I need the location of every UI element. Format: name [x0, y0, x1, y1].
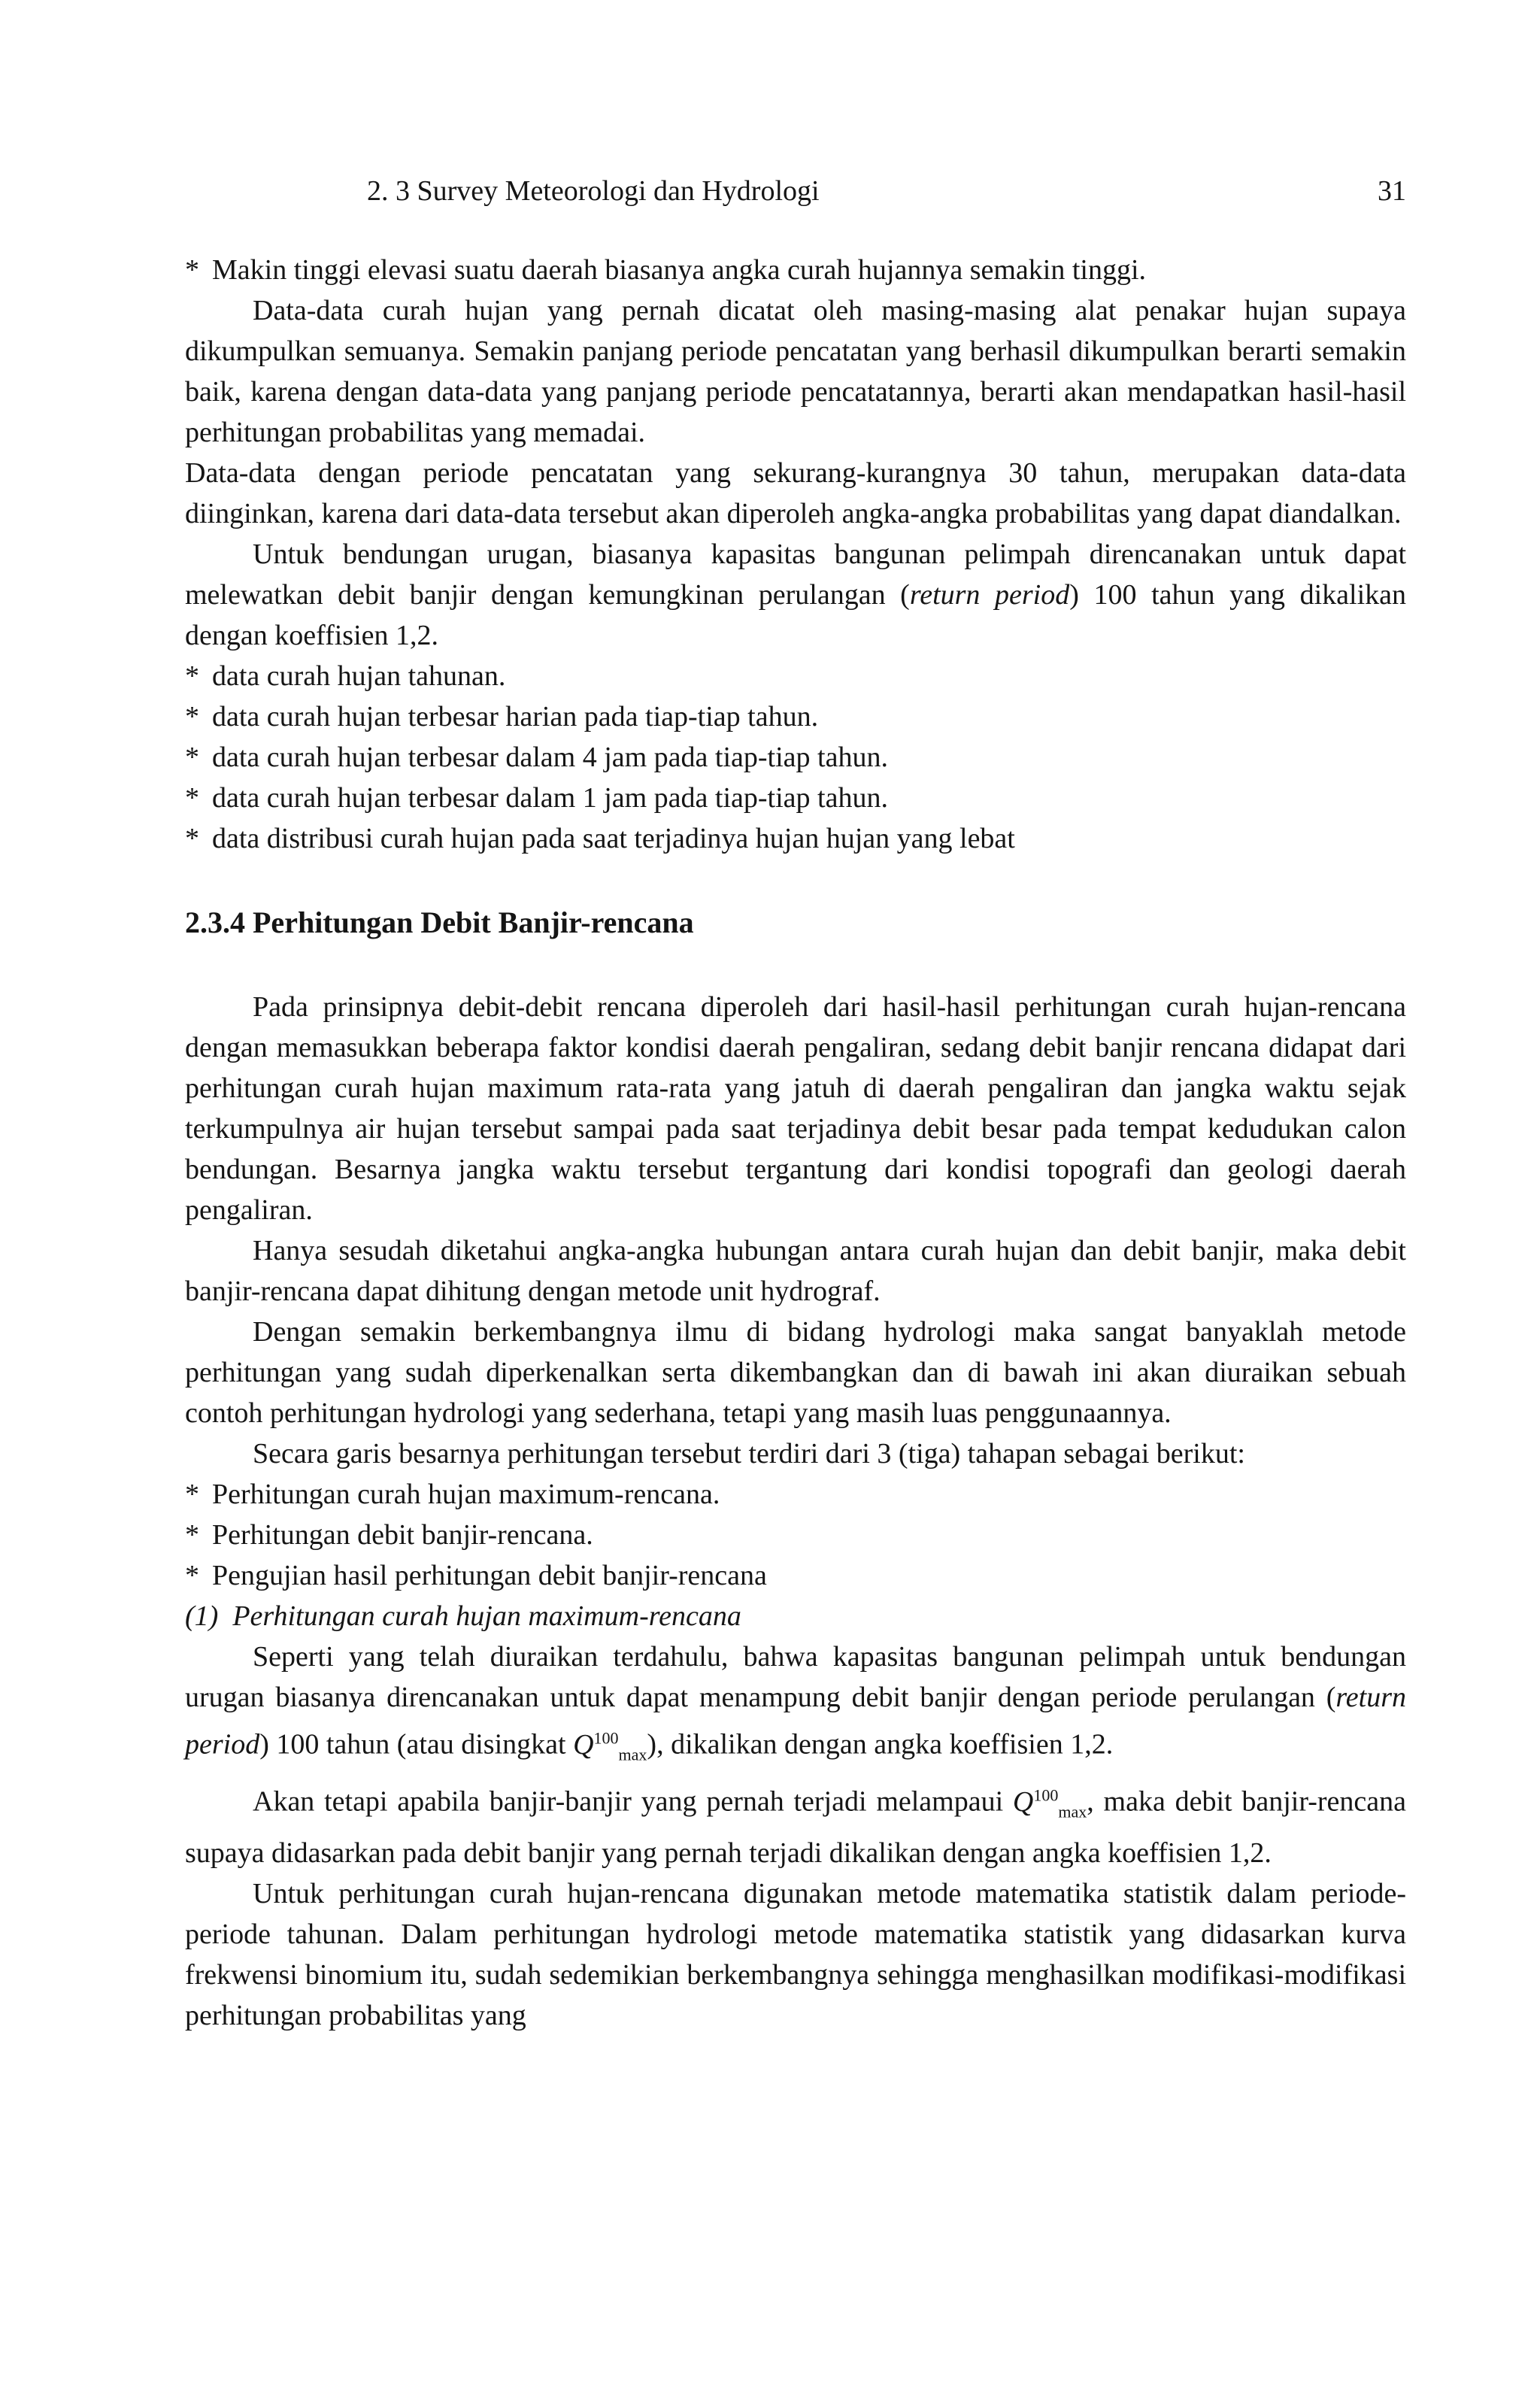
bullet-mark: * — [185, 1519, 199, 1551]
subsection-title: Perhitungan curah hujan maximum-rencana — [232, 1600, 741, 1632]
body-text — [185, 250, 1406, 2036]
bullet-mark: * — [185, 1560, 199, 1591]
header-title: 2. 3 Survey Meteorologi dan Hydrologi — [367, 175, 820, 207]
bullet-mark: * — [185, 1479, 199, 1510]
bullet-mark: * — [185, 254, 199, 286]
bullet-mark: * — [185, 782, 199, 814]
paragraph-methods: Dengan semakin berkembangnya ilmu di bidang hydrologi maka sangat banyaklah metode perhitungan yang sudah diperkenalkan serta dikembangkan dan di bawah ini akan diuraikan sebuah contoh perhitungan hydrologi yang sederhana, tetapi yang masih luas penggunaannya. — [185, 1316, 1406, 1429]
bullet-item: * data curah hujan terbesar dalam 4 jam pada tiap-tiap tahun. — [185, 737, 1406, 778]
bullet-item: * data curah hujan terbesar harian pada tiap-tiap tahun. — [185, 696, 1406, 737]
paragraph-spillway-capacity: Untuk bendungan urugan, biasanya kapasitas bangunan pelimpah direncanakan untuk dapat melewatkan debit banjir dengan kemungkinan perulangan (return period) 100 tahun yang dikalikan dengan koeffisien 1,2. — [185, 538, 1406, 651]
subsection-heading — [185, 1596, 1406, 1636]
paragraph-record-period: Data-data dengan periode pencatatan yang sekurang-kurangnya 30 tahun, merupakan data-data diinginkan, karena dari data-data tersebut akan diperoleh angka-angka probabilitas yang dapat diandalkan. — [185, 457, 1406, 529]
section-heading: 2.3.4 Perhitungan Debit Banjir-rencana — [185, 905, 694, 939]
paragraph-unit-hydrograph: Hanya sesudah diketahui angka-angka hubungan antara curah hujan dan debit banjir, maka debit banjir-rencana dapat dihitung dengan metode unit hydrograf. — [185, 1235, 1406, 1307]
bullet-item: * data curah hujan tahunan. — [185, 656, 1406, 696]
q-max-symbol: $Q^{100}_{max}$ — [1012, 1785, 1087, 1821]
running-header — [367, 174, 1406, 220]
paragraph-data-collection: Data-data curah hujan yang pernah dicatat oleh masing-masing alat penakar hujan supaya dikumpulkan semuanya. Semakin panjang periode pencatatan yang berhasil dikumpulkan berarti semakin baik, karena dengan data-data yang panjang periode pencatatannya, berarti akan mendapatkan hasil-hasil perhitungan probabilitas yang memadai. — [185, 295, 1406, 448]
paragraph-exceed: Akan tetapi apabila banjir-banjir yang pernah terjadi melampaui $Q^{100}_{max}$, maka debit banjir-rencana supaya didasarkan pada debit banjir yang pernah terjadi dikalikan dengan angka koeffisien 1,2. — [185, 1785, 1407, 1869]
bullet-item: * data distribusi curah hujan pada saat terjadinya hujan hujan yang lebat — [185, 818, 1406, 859]
paragraph-principle: Pada prinsipnya debit-debit rencana diperoleh dari hasil-hasil perhitungan curah hujan-rencana dengan memasukkan beberapa faktor kondisi daerah pengaliran, sedang debit banjir rencana didapat dari perhitungan curah hujan maximum rata-rata yang jatuh di daerah pengaliran dan jangka waktu sejak terkumpulnya air hujan tersebut sampai pada saat terjadinya debit besar pada tempat kedudukan calon bendungan. Besarnya jangka waktu tersebut tergantung dari kondisi topografi dan geologi daerah pengaliran. — [185, 991, 1406, 1226]
paragraph-return-period: Seperti yang telah diuraikan terdahulu, bahwa kapasitas bangunan pelimpah untuk bendungan urugan biasanya direncanakan untuk dapat menampung debit banjir dengan periode perulangan (return period) 100 tahun (atau disingkat $Q^{100}_{max}$), dikalikan dengan angka koeffisien 1,2. — [185, 1641, 1406, 1764]
bullet-mark: * — [185, 701, 199, 732]
bullet-item — [185, 250, 1406, 290]
q-max-symbol: $Q^{100}_{max}$ — [573, 1728, 647, 1764]
subsection-number: (1) — [185, 1600, 219, 1632]
bullet-item: * data curah hujan terbesar dalam 1 jam pada tiap-tiap tahun. — [185, 778, 1406, 818]
bullet-item: * Perhitungan curah hujan maximum-rencana. — [185, 1474, 1406, 1515]
bullet-mark: * — [185, 742, 199, 773]
page-number: 31 — [1378, 175, 1406, 207]
paragraph-statistics: Untuk perhitungan curah hujan-rencana digunakan metode matematika statistik dalam periode-periode tahunan. Dalam perhitungan hydrologi metode matematika statistik yang didasarkan kurva frekwensi binomium itu, sudah sedemikian berkembangnya sehingga menghasilkan modifikasi-modifikasi perhitungan probabilitas yang — [185, 1877, 1406, 2031]
bullet-item: * Perhitungan debit banjir-rencana. — [185, 1515, 1406, 1555]
paragraph-stages: Secara garis besarnya perhitungan tersebut terdiri dari 3 (tiga) tahapan sebagai berikut: — [253, 1438, 1245, 1470]
paragraph-elevation: Makin tinggi elevasi suatu daerah biasanya angka curah hujannya semakin tinggi. — [212, 254, 1147, 286]
bullet-mark: * — [185, 823, 199, 854]
bullet-item: * Pengujian hasil perhitungan debit banjir-rencana — [185, 1555, 1406, 1596]
bullet-mark: * — [185, 660, 199, 692]
